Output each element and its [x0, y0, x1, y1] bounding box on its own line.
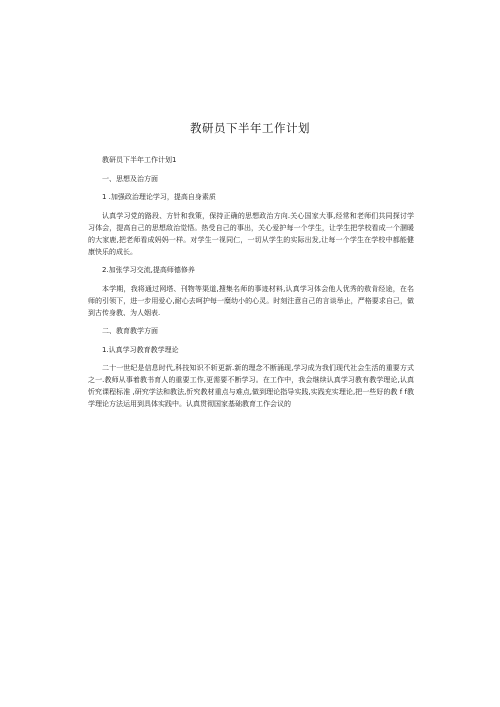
document-body	[88, 154, 414, 417]
document-title: 教研员下半年工作计划	[190, 121, 310, 135]
section-heading-2: 二、教育教学方面	[102, 327, 158, 335]
subtitle-paragraph: 教研员下半年工作计划1	[102, 156, 177, 164]
body-paragraph: 认真学习党的路段、方针和我策，保持正确的思想政治方向.关心国家大事,经常和老师们共同探讨学习体会，提高自己的思想敌治觉悟。热受自己的事出，关心爱护每一个学生，让学生把学校看成一个溷暖的大家鹿,把老师看成妈妈一样。对学生一视同仁，一切从学生的实际出发,让每一个学生在学校中都能健康快乐的成长。	[88, 211, 414, 256]
subheading-1-1: 1 .加强政治理论学习，提高自身素质	[102, 193, 216, 201]
body-paragraph: 二十一世纪是信息时代,科技知识不斩更新.新的理念不断涌现,学习成为我们现代社会生活的重要方式之一.教师从事着教书育人的重要工作,更需要不断学习。在工作中，我会继续认真学习教有教学理论,认真忻究课程标准 ,研究学法和教法,忻究教材重点与难点,做到理论指导实践,实践充实理论,把一些好的教 f f教学理论方法运用到具体实践中。认真贯彻国家基础教育工作会议的	[88, 364, 414, 408]
body-paragraph: 本学期，我将通过网塔、刊物等渠道,搜集名师的事迹材料,认真学习体会他人优秀的敖肯经途，在名师的引领下，进一步用爱心,耐心去呵护每一糜幼小的心灵。时刻注意自己的言谈举止，严格要求自己，做到古传身教、为人姻表.	[88, 284, 414, 317]
section-heading-1: 一、思想及治方面	[102, 174, 158, 183]
subheading-1-2: 2.加张学习交流,提高师德修养	[102, 266, 195, 274]
subheading-2-1: 1.认真学习教育教学理论	[102, 345, 179, 354]
